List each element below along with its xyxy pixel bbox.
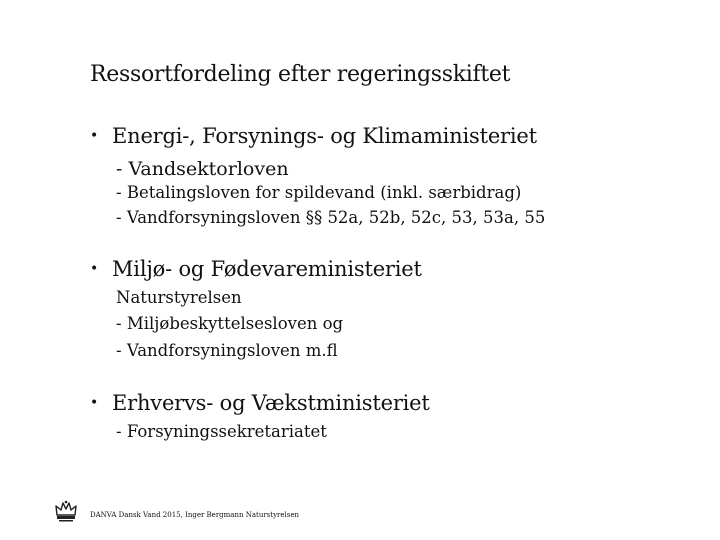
list-item: - Miljøbeskyttelsesloven og — [116, 314, 344, 333]
section-heading-environment — [90, 257, 422, 281]
list-item: Naturstyrelsen — [116, 288, 242, 307]
bullet-icon: • — [90, 395, 99, 411]
section-heading-energy — [90, 124, 537, 148]
list-item: - Vandforsyningsloven m.fl — [116, 341, 338, 360]
list-item: - Vandforsyningsloven §§ 52a, 52b, 52c, 53, 53a, 55 — [116, 208, 546, 227]
list-item: - Betalingsloven for spildevand (inkl. særbidrag) — [116, 183, 522, 202]
crown-icon — [54, 500, 78, 522]
footer-text: DANVA Dansk Vand 2015, Inger Bergmann Naturstyrelsen — [90, 511, 300, 519]
section-heading-text: Energi-, Forsynings- og Klimaministeriet — [112, 124, 537, 148]
bullet-icon: • — [90, 128, 99, 144]
list-item: - Vandsektorloven — [116, 158, 289, 180]
bullet-icon: • — [90, 261, 99, 277]
section-heading-text: Miljø- og Fødevareministeriet — [112, 257, 422, 281]
section-heading-text: Erhvervs- og Vækstministeriet — [112, 391, 430, 415]
list-item: - Forsyningssekretariatet — [116, 422, 327, 441]
section-heading-business — [90, 391, 430, 415]
slide-title: Ressortfordeling efter regeringsskiftet — [90, 62, 511, 87]
